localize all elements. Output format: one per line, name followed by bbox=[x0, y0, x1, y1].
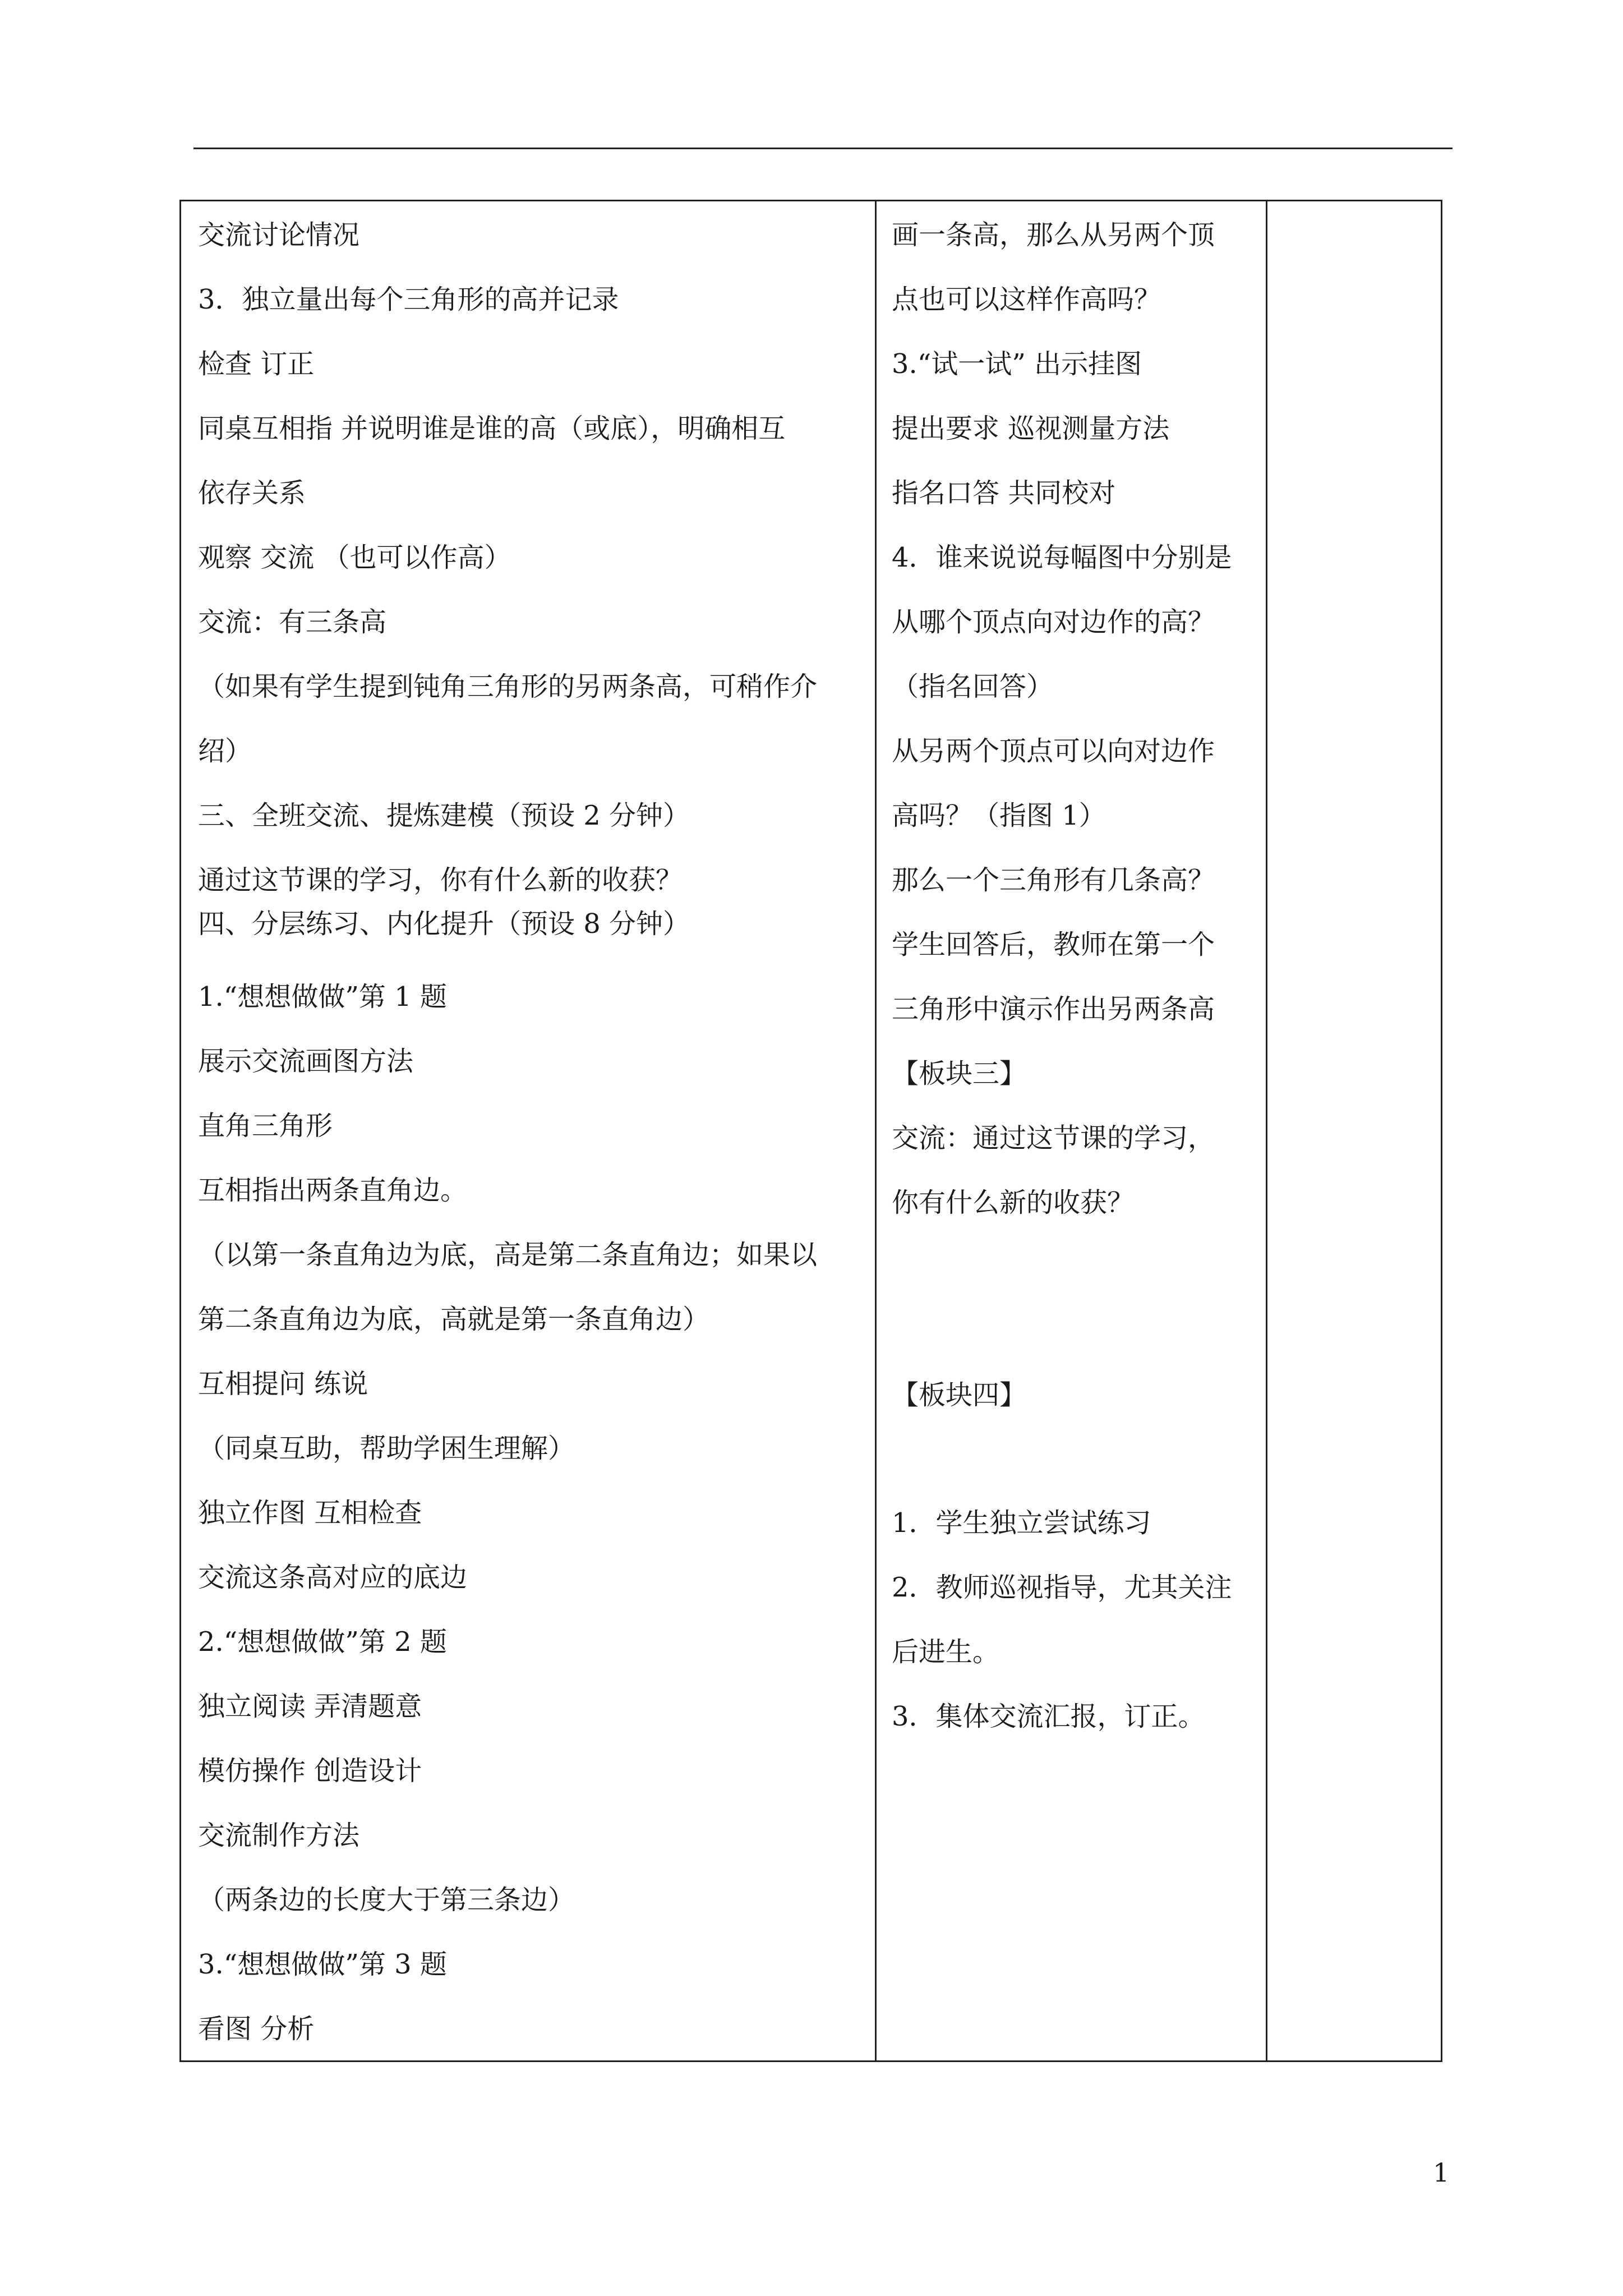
student-activity-line: 绍） bbox=[198, 735, 252, 767]
student-activity-line: 依存关系 bbox=[198, 477, 306, 509]
student-activity-line: 检查 订正 bbox=[198, 348, 315, 380]
teacher-activity-line: 画一条高，那么从另两个顶 bbox=[892, 219, 1215, 251]
teacher-activity-line: 点也可以这样作高吗？ bbox=[892, 284, 1161, 315]
student-activity-line: 展示交流画图方法 bbox=[198, 1046, 414, 1077]
column-divider-2 bbox=[1266, 201, 1267, 2060]
student-activity-line: 独立作图 互相检查 bbox=[198, 1497, 422, 1529]
lesson-plan-table bbox=[179, 200, 1442, 2062]
student-activity-line: 第二条直角边为底，高就是第一条直角边） bbox=[198, 1304, 710, 1335]
teacher-activity-line: 3．集体交流汇报，订正。 bbox=[892, 1701, 1205, 1732]
teacher-activity-line: 1．学生独立尝试练习 bbox=[892, 1507, 1151, 1539]
header-rule bbox=[193, 148, 1453, 149]
teacher-activity-line: 你有什么新的收获？ bbox=[892, 1187, 1135, 1218]
teacher-activity-line: 后进生。 bbox=[892, 1636, 1000, 1668]
teacher-activity-line: 提出要求 巡视测量方法 bbox=[892, 413, 1170, 444]
student-activity-line: 交流这条高对应的底边 bbox=[198, 1562, 468, 1593]
student-activity-line: 看图 分析 bbox=[198, 2013, 315, 2045]
student-activity-line: 模仿操作 创造设计 bbox=[198, 1755, 422, 1787]
teacher-activity-line: （指名回答） bbox=[892, 671, 1054, 702]
teacher-activity-line: 3.“试一试” 出示挂图 bbox=[892, 348, 1142, 380]
student-activity-line: 1.“想想做做”第 1 题 bbox=[198, 981, 447, 1013]
teacher-activity-line: 学生回答后，教师在第一个 bbox=[892, 929, 1215, 960]
student-activity-line: 2.“想想做做”第 2 题 bbox=[198, 1626, 447, 1658]
student-activity-line: （以第一条直角边为底，高是第二条直角边；如果以 bbox=[198, 1239, 818, 1271]
teacher-activity-line: 【板块三】 bbox=[892, 1058, 1027, 1089]
student-activity-line: （两条边的长度大于第三条边） bbox=[198, 1884, 575, 1916]
student-activity-line: 3.“想想做做”第 3 题 bbox=[198, 1949, 447, 1980]
student-activity-line: （同桌互助，帮助学困生理解） bbox=[198, 1433, 575, 1464]
student-activity-line: 交流制作方法 bbox=[198, 1820, 360, 1851]
teacher-activity-line: 三角形中演示作出另两条高 bbox=[892, 993, 1215, 1025]
teacher-activity-line: 从哪个顶点向对边作的高？ bbox=[892, 606, 1215, 638]
student-activity-line: 同桌互相指 并说明谁是谁的高（或底），明确相互 bbox=[198, 413, 786, 444]
student-activity-line: 互相指出两条直角边。 bbox=[198, 1175, 468, 1206]
teacher-activity-line: 高吗？（指图 1） bbox=[892, 800, 1106, 831]
student-activity-line: 直角三角形 bbox=[198, 1110, 333, 1142]
student-activity-line: 三、全班交流、提炼建模（预设 2 分钟） bbox=[198, 800, 690, 831]
teacher-activity-line: 2．教师巡视指导，尤其关注 bbox=[892, 1572, 1232, 1603]
student-activity-line: （如果有学生提到钝角三角形的另两条高，可稍作介 bbox=[198, 671, 818, 702]
teacher-activity-line: 【板块四】 bbox=[892, 1379, 1027, 1411]
student-activity-line: 互相提问 练说 bbox=[198, 1368, 368, 1400]
student-activity-line: 交流：有三条高 bbox=[198, 606, 387, 638]
student-activity-line: 独立阅读 弄清题意 bbox=[198, 1691, 422, 1722]
student-activity-line: 四、分层练习、内化提升（预设 8 分钟） bbox=[198, 908, 690, 940]
teacher-activity-line: 从另两个顶点可以向对边作 bbox=[892, 735, 1215, 767]
student-activity-line: 交流讨论情况 bbox=[198, 219, 360, 251]
teacher-activity-line: 4．谁来说说每幅图中分别是 bbox=[892, 542, 1232, 573]
teacher-activity-line: 指名口答 共同校对 bbox=[892, 477, 1116, 509]
column-divider-1 bbox=[875, 201, 877, 2060]
student-activity-line: 观察 交流 （也可以作高） bbox=[198, 542, 511, 573]
student-activity-line: 3．独立量出每个三角形的高并记录 bbox=[198, 284, 619, 315]
student-activity-line: 通过这节课的学习，你有什么新的收获？ bbox=[198, 864, 683, 896]
page-number: 1 bbox=[1433, 2157, 1450, 2188]
teacher-activity-line: 交流：通过这节课的学习， bbox=[892, 1122, 1215, 1154]
teacher-activity-line: 那么一个三角形有几条高？ bbox=[892, 864, 1215, 896]
